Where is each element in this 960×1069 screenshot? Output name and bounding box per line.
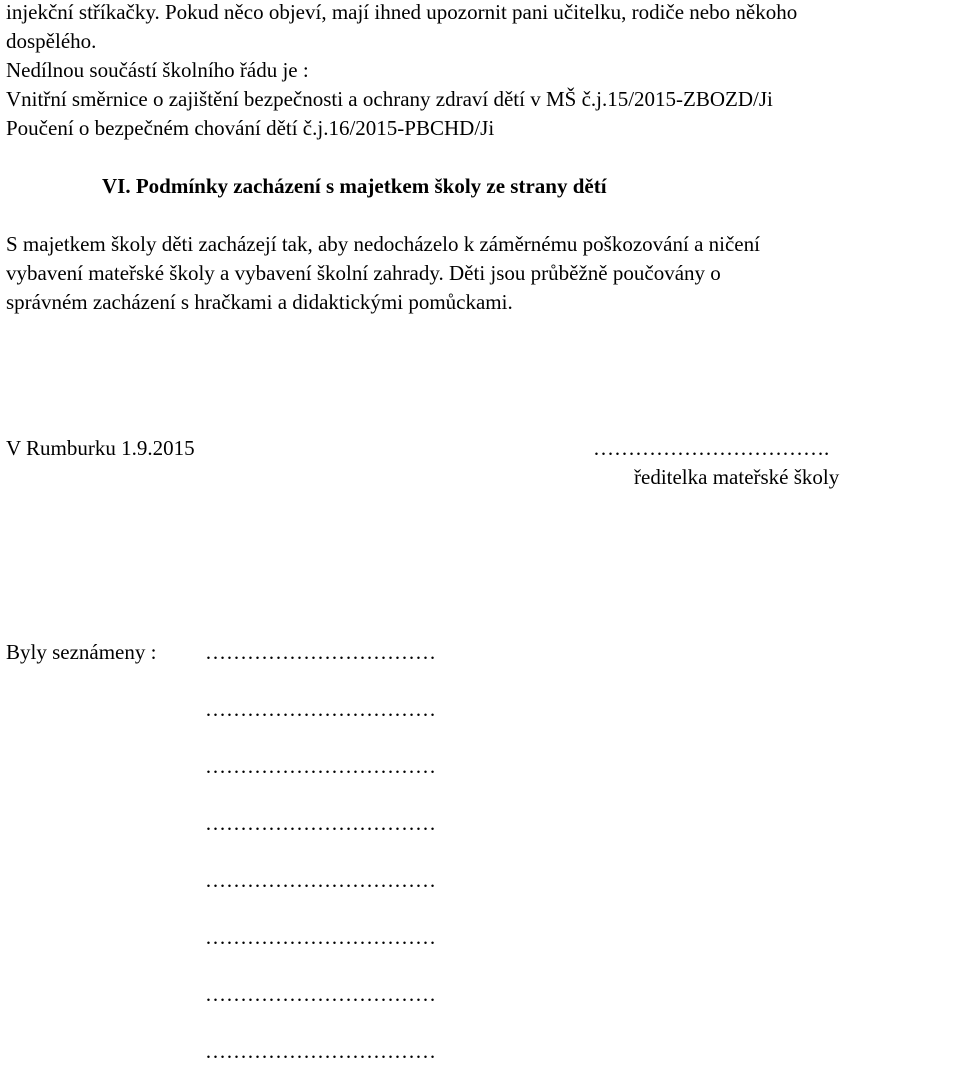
signature-dots: …………………………….: [593, 436, 830, 460]
place-date: V Rumburku 1.9.2015: [6, 436, 195, 460]
acknowledgement-line-5: ……………………………: [205, 868, 436, 892]
acknowledgement-line-7: ……………………………: [205, 982, 436, 1006]
paragraph-line-3: správném zacházení s hračkami a didaktickými pomůckami.: [6, 290, 513, 314]
intro-line-4: Vnitřní směrnice o zajištění bezpečnosti a ochrany zdraví dětí v MŠ č.j.15/2015-ZBOZD/Ji: [6, 87, 773, 111]
acknowledgement-line-2: ……………………………: [205, 697, 436, 721]
acknowledgement-line-3: ……………………………: [205, 754, 436, 778]
intro-line-5: Poučení o bezpečném chování dětí č.j.16/2015-PBCHD/Ji: [6, 116, 495, 140]
intro-line-3: Nedílnou součástí školního řádu je :: [6, 58, 309, 82]
paragraph-line-1: S majetkem školy děti zacházejí tak, aby nedocházelo k záměrnému poškozování a ničení: [6, 232, 760, 256]
section-heading: VI. Podmínky zacházení s majetkem školy ze strany dětí: [102, 174, 607, 198]
intro-line-1: injekční stříkačky. Pokud něco objeví, mají ihned upozornit pani učitelku, rodiče nebo někoho: [6, 0, 798, 24]
acknowledgement-line-1: ……………………………: [205, 640, 436, 664]
acknowledgement-line-4: ……………………………: [205, 811, 436, 835]
acknowledgement-label: Byly seznámeny :: [6, 640, 157, 664]
signature-role: ředitelka mateřské školy: [634, 465, 840, 489]
acknowledgement-line-6: ……………………………: [205, 925, 436, 949]
intro-line-2: dospělého.: [6, 29, 97, 53]
paragraph-line-2: vybavení mateřské školy a vybavení školní zahrady. Děti jsou průběžně poučovány o: [6, 261, 721, 285]
acknowledgement-line-8: ……………………………: [205, 1039, 436, 1063]
